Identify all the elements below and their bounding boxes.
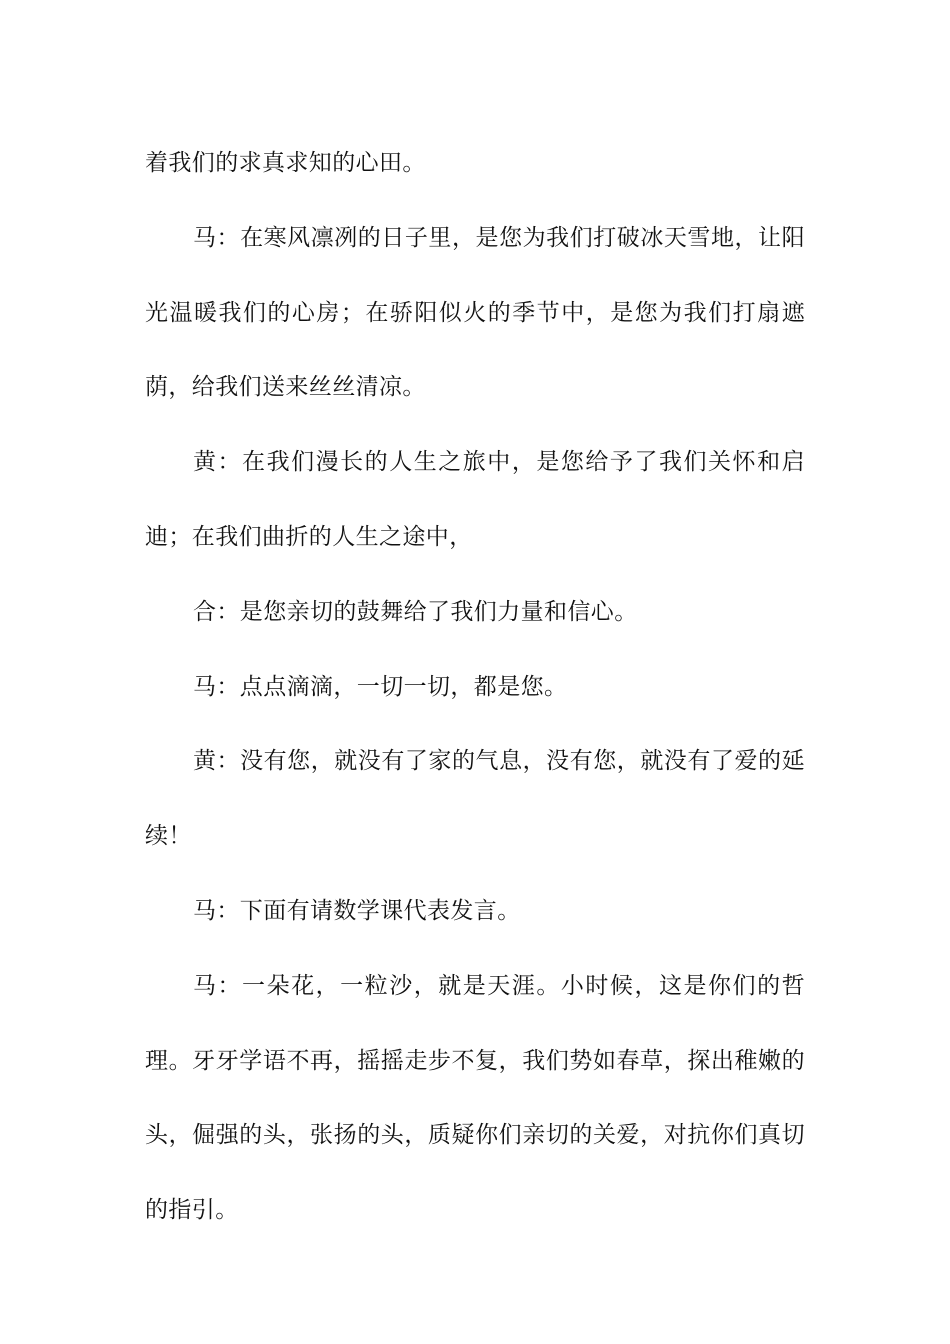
paragraph-ma-childhood: 马：一朵花，一粒沙，就是天涯。小时候，这是你们的哲理。牙牙学语不再，摇摇走步不复，我们势如春草，探出稚嫩的头，倔强的头，张扬的头，质疑你们亲切的关爱，对抗你们真切的指引。	[145, 972, 805, 1224]
paragraph-ma-everything: 马：点点滴滴，一切一切，都是您。	[193, 673, 568, 700]
paragraph-continuation: 着我们的求真求知的心田。	[145, 150, 426, 176]
paragraph-huang-without-you: 黄：没有您，就没有了家的气息，没有您，就没有了爱的延续！	[145, 748, 805, 850]
paragraph-huang-journey: 黄：在我们漫长的人生之旅中，是您给予了我们关怀和启迪；在我们曲折的人生之途中，	[145, 449, 805, 550]
document-body	[145, 126, 805, 1248]
paragraph-ma-invite-speaker: 马：下面有请数学课代表发言。	[193, 897, 521, 924]
paragraph-together-encouragement: 合：是您亲切的鼓舞给了我们力量和信心。	[193, 598, 638, 625]
paragraph-ma-winter-summer: 马：在寒风凛冽的日子里，是您为我们打破冰天雪地，让阳光温暖我们的心房；在骄阳似火的季节中，是您为我们打扇遮荫，给我们送来丝丝清凉。	[145, 224, 805, 401]
